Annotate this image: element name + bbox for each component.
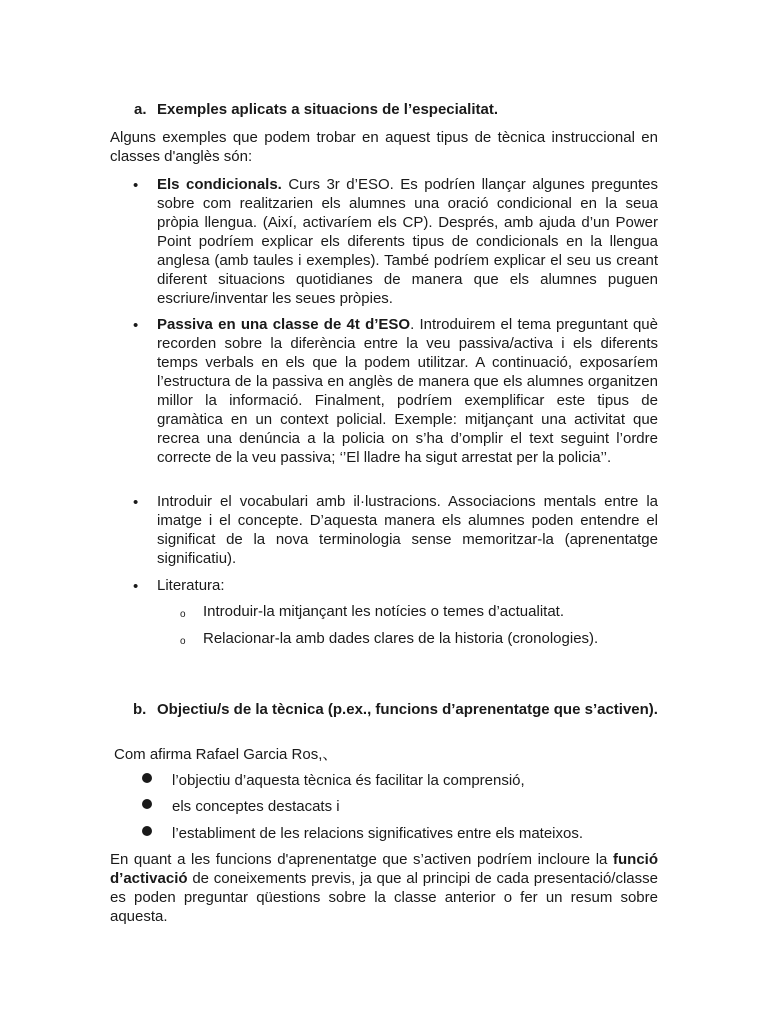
list-item-bold: Els condicionals. xyxy=(157,176,282,193)
bullet-icon: • xyxy=(133,317,139,334)
list-item-bold: Passiva en una classe de 4t d’ESO xyxy=(157,316,411,333)
closing-text-end: de coneixements previs, ja que al principi de cada presentació/classe es poden preguntar qüestions sobre la classe anterior o fer un resum sobre aquesta. xyxy=(110,870,658,925)
filled-bullet-icon xyxy=(142,773,152,783)
objective-item-relacions: l’establiment de les relacions significatives entre els mateixos. xyxy=(172,825,584,842)
list-item-text: Curs 3r d’ESO. Es podríen llançar algunes preguntes sobre com realitzarien els alumnes una oració condicional en la seua pròpia llengua. (Així, activaríem els CP). Després, amb ajuda d’un Power Point podríem explicar els diferents tipus de condicionals en la llengua anglesa (amb taules i exemples). També podríem explicar el seu us creant diferent situacions quotidianes de manera que els alumnes puguen escriure/inventar les seues pròpies. xyxy=(157,176,658,307)
closing-text-start: En quant a les funcions d'aprenentatge que s’activen podríem incloure la xyxy=(110,851,613,868)
section-b-heading: Objectiu/s de la tècnica (p.ex., funcions d’aprenentatge que s’activen). xyxy=(157,701,658,718)
section-b-intro: Com afirma Rafael Garcia Ros,、 xyxy=(114,746,338,763)
section-a-heading: Exemples aplicats a situacions de l’especialitat. xyxy=(157,101,498,118)
objective-item-comprensio: l’objectiu d’aquesta tècnica és facilitar la comprensió, xyxy=(172,772,525,789)
list-item-text: . Introduirem el tema preguntant què recorden sobre la diferència entre la veu passiva/activa i els diferents temps verbals en els que la podem utilitzar. A continuació, exposaríem l’estructura de la passiva en anglès de manera que els alumnes organitzen millor la informació. Finalment, podríem exemplificar este tipus de gramàtica en un context policial. Exemple: mitjançant una activitat que recrea una denúncia a la policia on s’ha d’omplir el text seguint l’ordre correcte de la veu passiva; ‘’El lladre ha sigut arrestat per la policia’’. xyxy=(157,316,658,466)
bullet-icon: • xyxy=(133,578,139,595)
section-a-marker: a. xyxy=(134,101,147,118)
list-item-passiva xyxy=(157,315,658,467)
sub-item-historia: Relacionar-la amb dades clares de la historia (cronologies). xyxy=(203,630,599,647)
list-item-text: Literatura: xyxy=(157,577,225,594)
bullet-icon: • xyxy=(133,494,139,511)
bullet-icon: • xyxy=(133,177,139,194)
section-b-marker: b. xyxy=(133,701,147,718)
filled-bullet-icon xyxy=(142,799,152,809)
section-b-closing xyxy=(110,850,658,926)
filled-bullet-icon xyxy=(142,826,152,836)
list-item-literatura xyxy=(157,576,658,595)
closing-bold-term: funció d’activació xyxy=(110,851,658,887)
section-a-intro: Alguns exemples que podem trobar en aquest tipus de tècnica instruccional en classes d'anglès són: xyxy=(110,129,658,165)
circle-bullet-icon: o xyxy=(180,636,186,647)
circle-bullet-icon: o xyxy=(180,609,186,620)
list-item-vocabulari xyxy=(157,492,658,568)
objective-item-conceptes: els conceptes destacats i xyxy=(172,798,340,815)
list-item-text: Introduir el vocabulari amb il·lustracions. Associacions mentals entre la imatge i el concepte. D’aquesta manera els alumnes poden entendre el significat de la nova terminologia sense memoritzar-la (aprenentatge significatiu). xyxy=(157,493,658,567)
list-item-condicionals xyxy=(157,175,658,308)
sub-item-noticies: Introduir-la mitjançant les notícies o temes d’actualitat. xyxy=(203,603,565,620)
